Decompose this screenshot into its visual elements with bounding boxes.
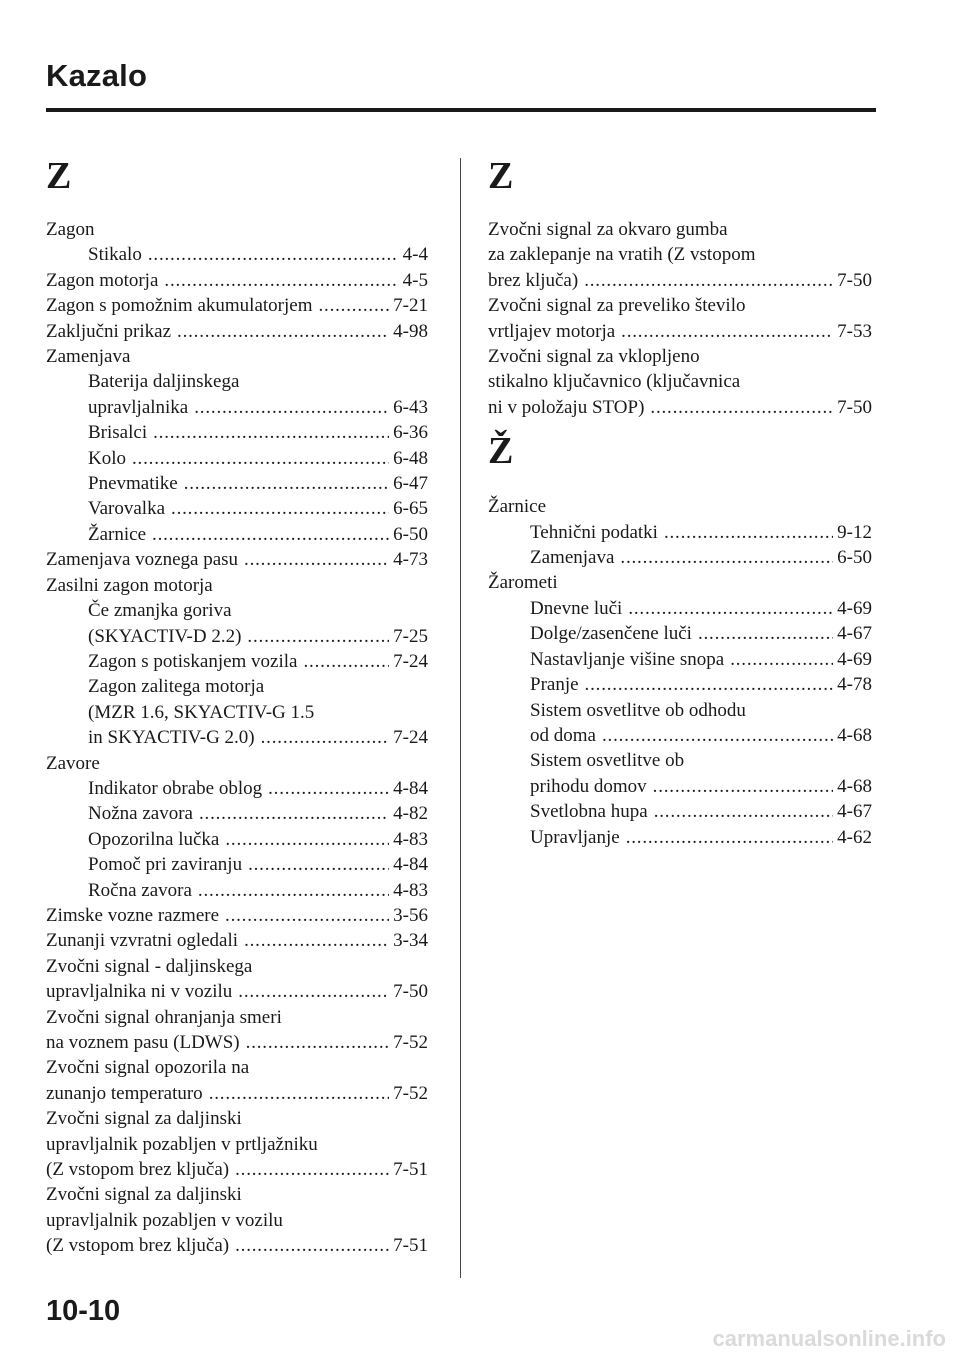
dot-leader [621,319,833,344]
index-subentry [488,672,872,697]
page-ref: 7-52 [393,1082,428,1104]
entry-term: Svetlobna hupa [530,801,648,823]
index-entry [46,1182,428,1258]
entry-line [46,369,428,394]
entry-line [488,748,872,773]
index-subentry [46,420,428,445]
dot-leader [153,420,389,445]
index-entry [46,1005,428,1056]
entry-line [46,801,428,826]
entry-term: Pomoč pri zaviranju [88,854,243,876]
entry-term: Nastavljanje višine snopa [530,648,725,670]
entry-term: ni v položaju STOP) [488,396,645,418]
page-ref: 7-24 [393,650,428,672]
entry-line [46,1208,428,1233]
dot-leader [248,852,389,877]
entry-line [488,570,872,595]
entry-term: na voznem pasu (LDWS) [46,1032,240,1053]
entry-term: vrtljajev motorja [488,320,616,342]
entry-term: Stikalo [88,244,142,266]
index-subentry [46,446,428,471]
index-entry [46,217,428,242]
entry-term: Zamenjava [46,346,131,368]
entry-line [488,217,872,242]
entry-term: in SKYACTIV-G 2.0) [88,727,255,749]
entry-line [488,520,872,545]
page-ref: 4-68 [837,775,872,797]
page-ref: 6-65 [393,498,428,520]
entry-term: Zavore [46,752,100,774]
entry-line [46,496,428,521]
index-entries [46,217,428,1259]
entry-line [46,852,428,877]
dot-leader [209,1081,389,1106]
index-entry [46,954,428,1005]
index-subentry [46,801,428,826]
entry-term: (Z vstopom brez ključa) [46,1159,230,1181]
index-entry [488,570,872,595]
dot-leader [318,293,389,318]
section-letter: Z [488,155,514,197]
page-ref: 6-36 [393,422,428,444]
entry-term: Pranje [530,674,579,696]
entry-line [46,1005,428,1030]
dot-leader [584,268,833,293]
page-ref: 7-50 [837,396,872,418]
index-subentry [46,776,428,801]
index-entry [46,1055,428,1106]
index-entry [46,293,428,318]
entry-term: (Z vstopom brez ključa) [46,1235,230,1257]
entry-line [46,1132,428,1157]
entry-term: Opozorilna lučka [88,828,220,850]
entry-term: Ročna zavora [88,879,192,901]
entry-term: Baterija daljinskega [88,371,240,393]
page-ref: 7-52 [393,1032,428,1053]
page-ref: 6-50 [393,523,428,545]
page-ref: 7-50 [837,269,872,291]
page-ref: 4-84 [393,854,428,876]
page-ref: 4-67 [837,623,872,645]
entry-term: Zaključni prikaz [46,320,172,342]
index-entries [488,494,872,850]
index-subentry [488,647,872,672]
index-subentry [488,698,872,749]
entry-term: upravljalnik pozabljen v prtljažniku [46,1133,318,1155]
entry-term: Zvočni signal ohranjanja smeri [46,1006,282,1028]
entry-line [488,596,872,621]
entry-term: Žarnice [488,496,547,518]
entry-line [488,621,872,646]
dot-leader [303,649,389,674]
entry-line [46,903,428,928]
entry-term: Zvočni signal za vklopljeno [488,346,700,368]
page-ref: 3-56 [393,904,428,926]
entry-line [46,293,428,318]
entry-term: Zunanji vzvratni ogledali [46,930,239,952]
dot-leader [730,647,833,672]
dot-leader [247,624,389,649]
index-subentry [46,649,428,674]
index-subentry [488,520,872,545]
page-ref: 7-50 [393,981,428,1003]
entry-line [46,217,428,242]
page-ref: 4-83 [393,828,428,850]
entry-line [46,827,428,852]
entry-line [488,319,872,344]
page-ref: 4-98 [393,320,428,342]
page-ref: 4-83 [393,879,428,901]
entry-line [488,774,872,799]
section-letter: Ž [488,430,514,473]
entry-line [46,1233,428,1258]
page-ref: 6-48 [393,447,428,469]
entry-term: Indikator obrabe oblog [88,777,263,799]
header-rule [46,108,876,112]
page-ref: 4-69 [837,597,872,619]
section-letter: Z [46,155,72,197]
entry-term: upravljalnik pozabljen v vozilu [46,1209,283,1231]
entry-line [46,420,428,445]
dot-leader [628,596,833,621]
entry-line [46,1157,428,1182]
dot-leader [148,242,399,267]
dot-leader [654,799,833,824]
index-entry [46,319,428,344]
entry-line [488,344,872,369]
entry-line [46,522,428,547]
dot-leader [199,801,389,826]
entry-term: Zamenjava voznega pasu [46,549,239,571]
dot-leader [152,522,389,547]
entry-line [46,1081,428,1106]
entry-term: Kolo [88,447,126,469]
entry-term: Dolge/zasenčene luči [530,623,692,645]
entry-line [488,494,872,519]
entry-line [46,1182,428,1207]
entry-line [46,954,428,979]
page-ref: 4-82 [393,803,428,825]
entry-term: od doma [530,724,596,746]
entry-term: Dnevne luči [530,597,623,619]
index-entry [488,293,872,344]
entry-line [488,395,872,420]
entry-term: Zamenjava [530,547,615,569]
index-subentry [46,471,428,496]
index-entry [488,494,872,519]
entry-line [488,672,872,697]
entry-line [46,725,428,750]
entry-line [46,598,428,623]
index-subentry [46,827,428,852]
index-subentry [488,799,872,824]
entry-term: brez ključa) [488,269,579,291]
index-entry [46,1106,428,1182]
entry-term: (SKYACTIV-D 2.2) [88,625,242,647]
index-entry [46,928,428,953]
entry-term: Zagon zalitega motorja [88,676,265,698]
dot-leader [602,723,833,748]
entry-term: Zvočni signal za preveliko število [488,295,746,317]
index-subentry [46,522,428,547]
index-entry [46,344,428,369]
entry-line [488,545,872,570]
entry-line [46,700,428,725]
entry-line [46,395,428,420]
dot-leader [585,672,834,697]
entry-line [46,1055,428,1080]
entry-line [46,573,428,598]
entry-line [46,928,428,953]
index-subentry [488,621,872,646]
dot-leader [261,725,390,750]
entry-line [46,878,428,903]
dot-leader [650,395,833,420]
dot-leader [164,268,398,293]
page-ref: 6-43 [393,396,428,418]
entry-term: Zvočni signal opozorila na [46,1057,250,1079]
entry-term: Upravljanje [530,826,620,848]
page-ref: 4-4 [402,244,428,266]
dot-leader [184,471,389,496]
dot-leader [225,827,389,852]
entry-term: prihodu domov [530,775,647,797]
dot-leader [235,1233,389,1258]
entry-line [488,647,872,672]
index-subentry [488,596,872,621]
page-ref: 4-68 [837,724,872,746]
index-subentry [46,852,428,877]
dot-leader [194,395,389,420]
entry-term: Zasilni zagon motorja [46,574,213,596]
entry-line [46,471,428,496]
index-entry [46,903,428,928]
dot-leader [225,903,389,928]
page-ref: 4-67 [837,801,872,823]
index-subentry [488,748,872,799]
dot-leader [653,774,834,799]
index-subentry [488,545,872,570]
entry-term: za zaklepanje na vratih (Z vstopom [488,244,756,266]
entry-line [46,979,428,1004]
watermark: carmanualsonline.info [712,1326,946,1351]
entry-line [488,242,872,267]
index-subentry [488,825,872,850]
index-entries [488,217,872,420]
index-entry [46,547,428,572]
entry-line [488,698,872,723]
index-entry [46,751,428,776]
entry-line [46,674,428,699]
entry-line [488,369,872,394]
page-ref: 7-53 [837,320,872,342]
index-subentry [46,496,428,521]
page-ref: 4-78 [837,674,872,696]
dot-leader [246,1030,390,1055]
entry-line [46,547,428,572]
dot-leader [244,547,389,572]
entry-term: Žarometi [488,572,558,594]
entry-line [488,293,872,318]
dot-leader [664,520,833,545]
entry-line [46,268,428,293]
index-column-left [46,155,428,1259]
entry-line [488,268,872,293]
dot-leader [268,776,389,801]
entry-term: zunanjo temperaturo [46,1082,203,1104]
entry-term: Zagon motorja [46,269,159,291]
dot-leader [626,825,833,850]
index-subentry [46,674,428,750]
index-subentry [46,878,428,903]
dot-leader [235,1157,389,1182]
entry-term: Zvočni signal - daljinskega [46,955,253,977]
entry-term: Nožna zavora [88,803,193,825]
entry-term: Pnevmatike [88,473,178,495]
dot-leader [132,446,389,471]
page-title: Kazalo [46,58,148,93]
dot-leader [238,979,389,1004]
entry-line [46,242,428,267]
entry-term: Zimske vozne razmere [46,904,220,926]
page-ref: 7-24 [393,727,428,749]
entry-line [46,1106,428,1131]
entry-term: Sistem osvetlitve ob [530,750,685,772]
page-ref: 4-62 [837,826,872,848]
dot-leader [698,621,833,646]
entry-term: Zagon [46,219,95,240]
entry-line [488,825,872,850]
entry-term: upravljalnika [88,396,189,418]
entry-term: Zvočni signal za daljinski [46,1184,242,1206]
entry-term: Zvočni signal za okvaro gumba [488,219,728,240]
entry-term: (MZR 1.6, SKYACTIV-G 1.5 [88,701,315,723]
entry-term: Brisalci [88,422,148,444]
entry-line [46,776,428,801]
page-ref: 3-34 [393,930,428,952]
page-ref: 6-50 [837,547,872,569]
entry-line [46,1030,428,1055]
page-ref: 4-84 [393,777,428,799]
entry-term: Zagon s pomožnim akumulatorjem [46,295,313,317]
dot-leader [620,545,833,570]
index-entry [488,217,872,293]
entry-term: Varovalka [88,498,166,520]
entry-term: upravljalnika ni v vozilu [46,981,233,1003]
page-ref: 7-51 [393,1159,428,1181]
page-ref: 7-51 [393,1235,428,1257]
column-divider [460,158,461,1278]
index-entry [46,573,428,598]
entry-term: Če zmanjka goriva [88,600,232,622]
entry-line [46,344,428,369]
entry-term: Žarnice [88,523,147,545]
page-ref: 4-69 [837,648,872,670]
entry-term: Zvočni signal za daljinski [46,1108,242,1130]
entry-line [46,649,428,674]
index-entry [488,344,872,420]
page-number: 10-10 [46,1295,121,1327]
page-ref: 4-73 [393,549,428,571]
page-ref: 7-21 [393,295,428,317]
index-entry [46,268,428,293]
index-subentry [46,242,428,267]
page-ref: 9-12 [837,521,872,543]
entry-line [46,624,428,649]
dot-leader [244,928,389,953]
entry-line [488,723,872,748]
index-subentry [46,598,428,649]
entry-term: Zagon s potiskanjem vozila [88,650,298,672]
dot-leader [198,878,389,903]
entry-line [46,446,428,471]
page-ref: 4-5 [402,269,428,291]
page-ref: 6-47 [393,473,428,495]
entry-term: Sistem osvetlitve ob odhodu [530,699,746,721]
dot-leader [171,496,389,521]
entry-term: Tehnični podatki [530,521,658,543]
page-ref: 7-25 [393,625,428,647]
index-column-right [488,155,872,850]
index-subentry [46,369,428,420]
entry-line [46,751,428,776]
entry-line [488,799,872,824]
entry-term: stikalno ključavnico (ključavnica [488,371,741,393]
entry-line [46,319,428,344]
dot-leader [177,319,389,344]
